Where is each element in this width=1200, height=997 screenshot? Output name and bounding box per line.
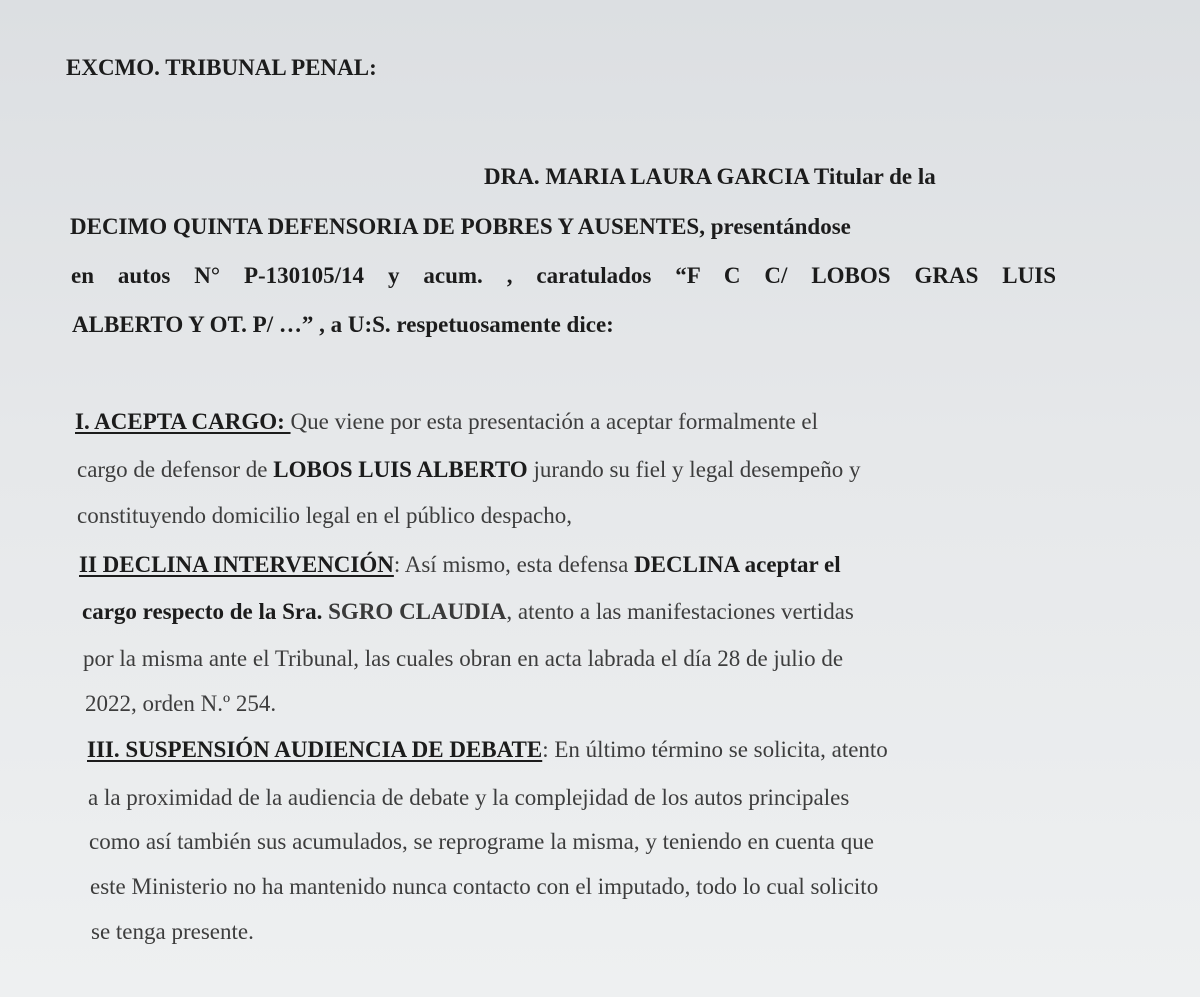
section-2-line-3: por la misma ante el Tribunal, las cuales obran en acta labrada el día 28 de julio de (83, 646, 844, 671)
section-3-line-2: a la proximidad de la audiencia de debate y la complejidad de los autos principales (88, 785, 850, 810)
section-2-text-2a: cargo respecto de la Sra. (82, 599, 323, 624)
section-1-line-1 (75, 408, 818, 436)
section-3-line-4: este Ministerio no ha mantenido nunca contacto con el imputado, todo lo cual solicito (90, 874, 879, 899)
section-1-text-2b: jurando su fiel y legal desempeño y (527, 457, 861, 482)
office-name: DECIMO QUINTA DEFENSORIA DE POBRES Y AUSENTES, (70, 214, 705, 239)
section-2-text-1b: DECLINA aceptar el (634, 552, 841, 577)
section-2-title: II DECLINA INTERVENCIÓN (79, 552, 394, 577)
respondent-name: SGRO CLAUDIA (322, 599, 507, 624)
section-2-line-4: 2022, orden N.º 254. (85, 691, 277, 716)
section-1-text-2a: cargo de defensor de (77, 457, 274, 482)
section-3-line-1 (87, 736, 888, 764)
section-3-title: III. SUSPENSIÓN AUDIENCIA DE DEBATE (87, 737, 543, 762)
section-3-text-1: : En último término se solicita, atento (542, 737, 888, 762)
section-1-title: I. ACEPTA CARGO: (75, 409, 291, 434)
intro-line-1 (484, 163, 936, 191)
section-2-line-2 (82, 598, 854, 626)
section-1-line-3: constituyendo domicilio legal en el público despacho, (77, 503, 573, 528)
section-3-line-5: se tenga presente. (91, 919, 254, 944)
intro-line-4: ALBERTO Y OT. P/ …” , a U:S. respetuosamente dice: (72, 312, 614, 337)
intro-line-1-rest: Titular de la (808, 164, 936, 189)
intro-line-2-rest: presentándose (704, 214, 851, 239)
section-2-line-1 (79, 551, 841, 579)
section-2-text-2b: , atento a las manifestaciones vertidas (506, 599, 854, 624)
section-1-text-1: Que viene por esta presentación a aceptar formalmente el (290, 409, 819, 434)
defendant-name: LOBOS LUIS ALBERTO (273, 457, 528, 482)
section-3-line-3: como así también sus acumulados, se reprograme la misma, y teniendo en cuenta que (89, 829, 874, 854)
intro-line-2 (70, 213, 851, 241)
section-2-text-1a: : Así mismo, esta defensa (393, 552, 635, 577)
attorney-name: DRA. MARIA LAURA GARCIA (484, 164, 809, 189)
intro-line-3: en autos N° P-130105/14 y acum. , caratulados “F C C/ LOBOS GRAS LUIS (71, 263, 1056, 288)
section-1-line-2 (77, 456, 860, 484)
document-heading: EXCMO. TRIBUNAL PENAL: (66, 55, 377, 80)
